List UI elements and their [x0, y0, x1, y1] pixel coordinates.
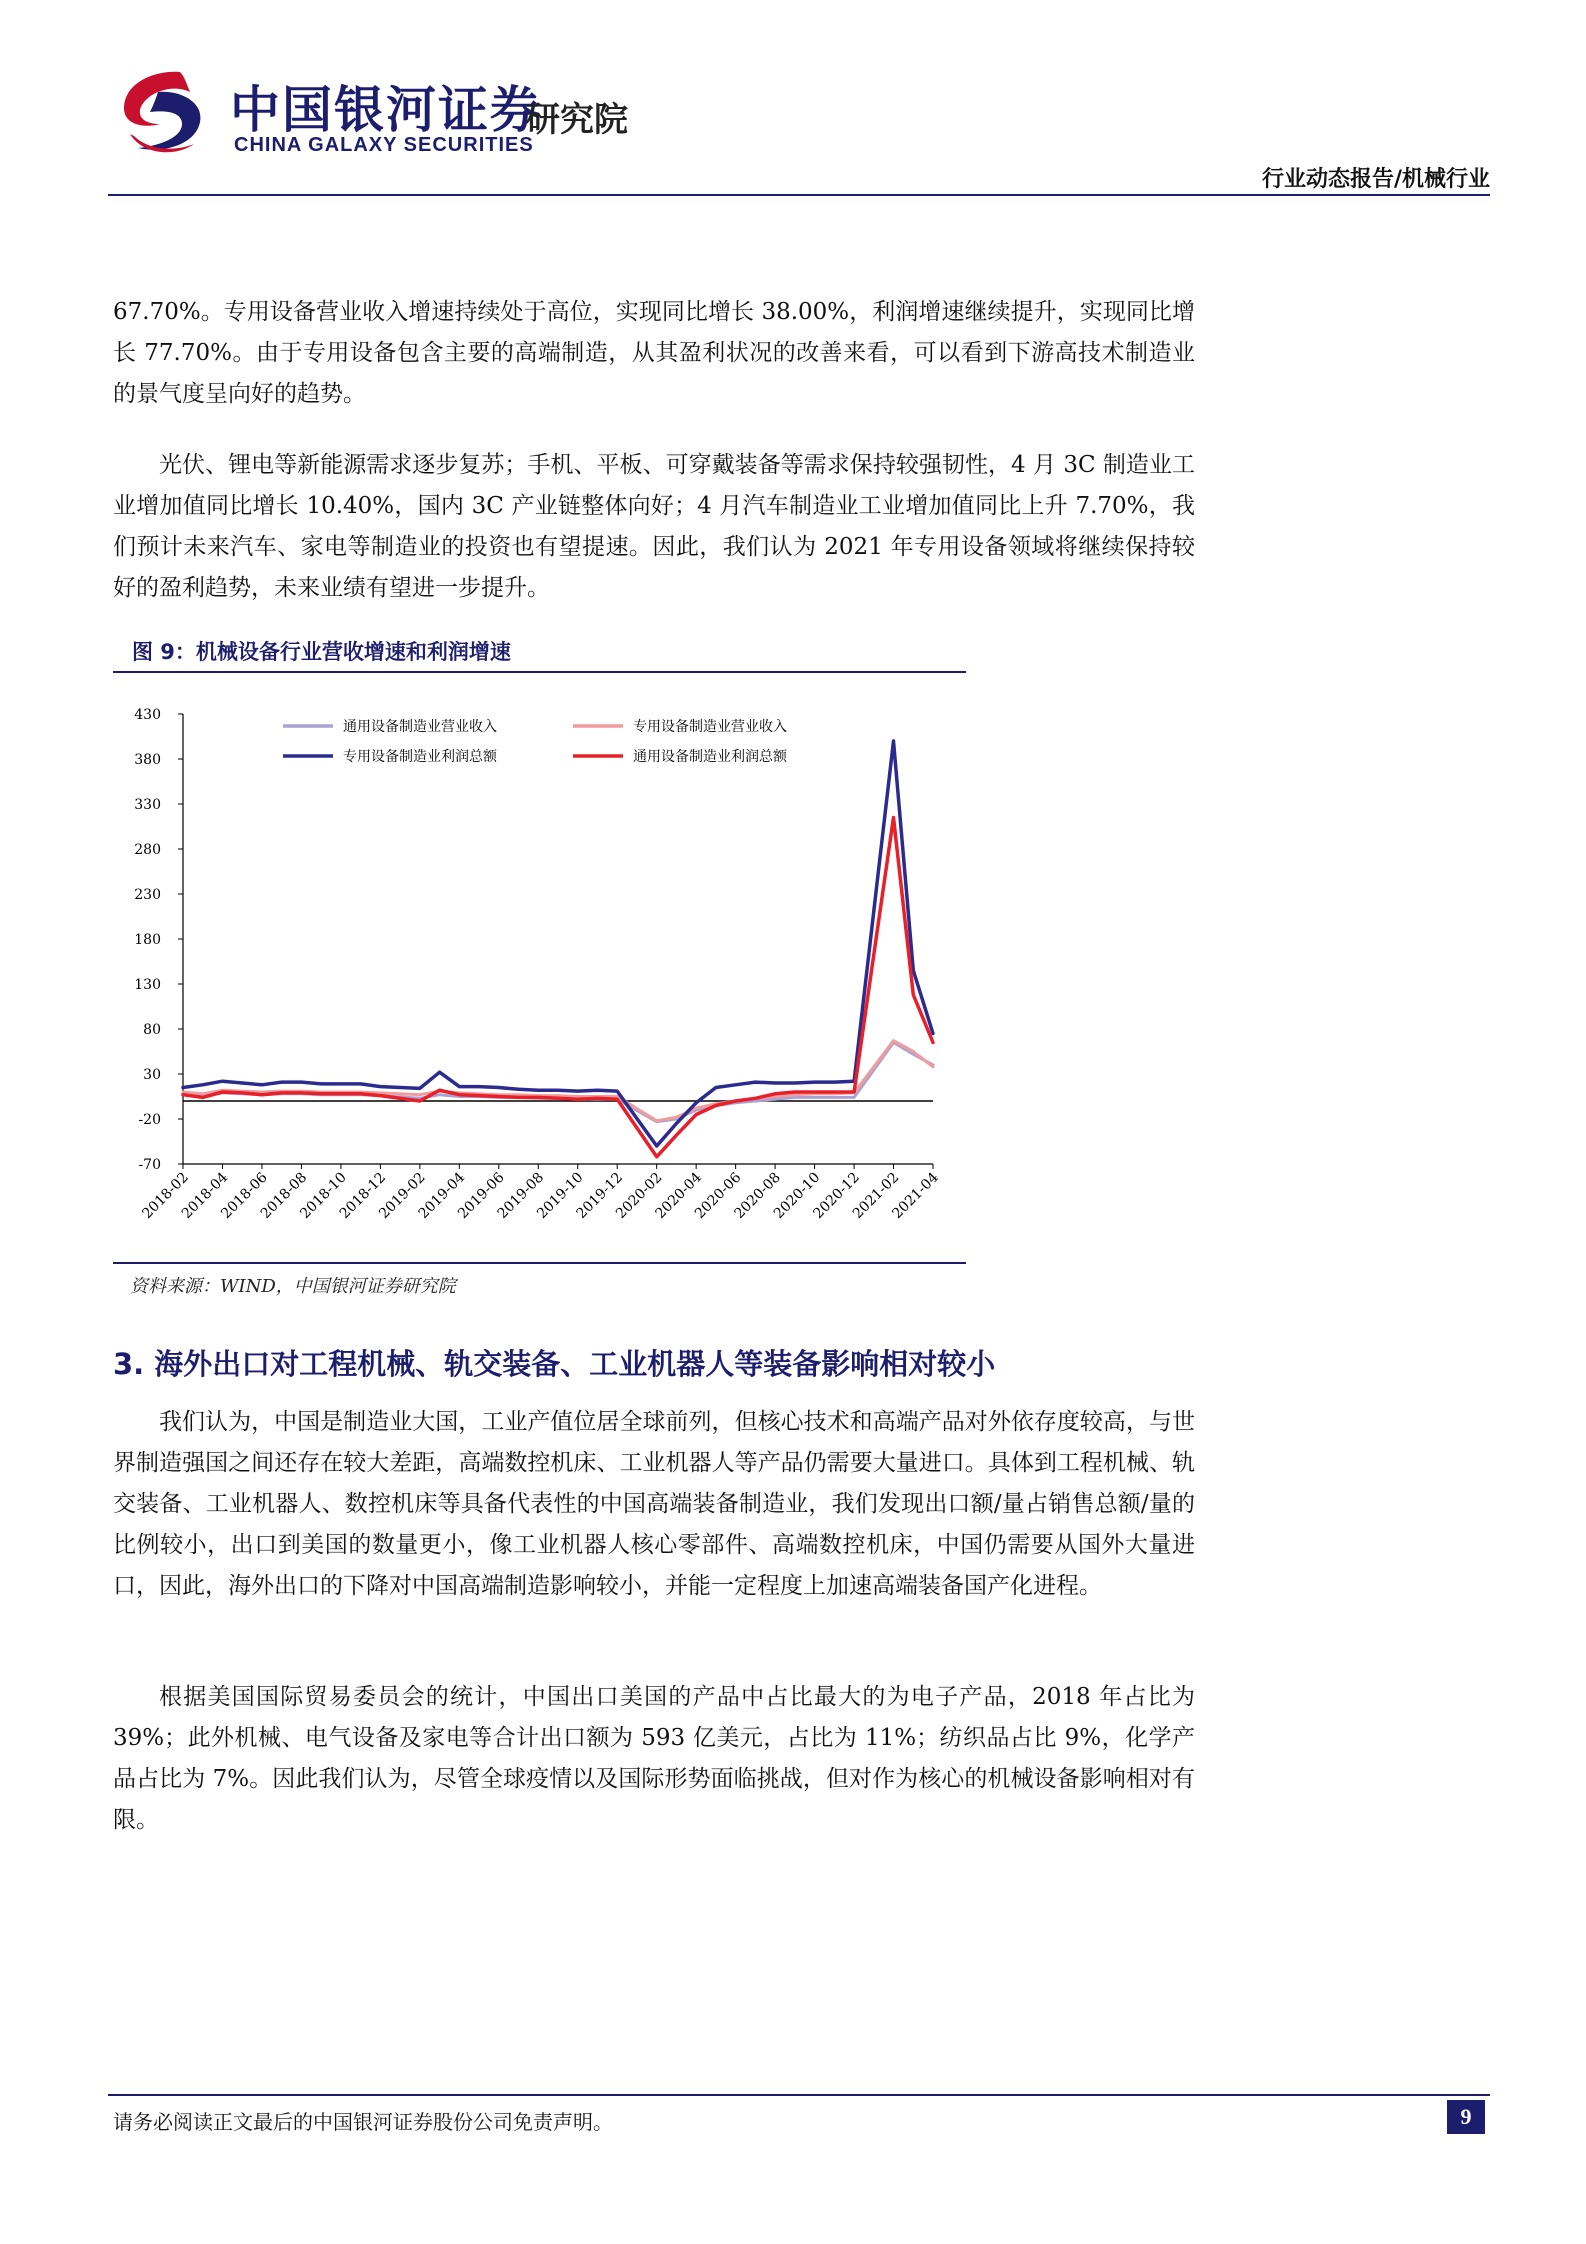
header-divider	[108, 194, 1490, 196]
x-tick-label: 2020-04	[652, 1169, 705, 1222]
x-tick-label: 2019-04	[415, 1169, 469, 1222]
page-number: 9	[1447, 2100, 1485, 2134]
y-tick-label: 330	[134, 797, 161, 813]
x-tick-label: 2019-10	[534, 1169, 587, 1222]
figure-top-divider	[113, 671, 966, 673]
y-tick-label: 380	[134, 752, 161, 768]
x-tick-label: 2019-08	[494, 1169, 548, 1222]
x-tick-label: 2018-10	[297, 1169, 350, 1222]
y-tick-label: 430	[134, 707, 161, 723]
paragraph-special-equipment-outlook: 光伏、锂电等新能源需求逐步复苏；手机、平板、可穿戴装备等需求保持较强韧性，4 月 3C 制造业工业增加值同比增长 10.40%，国内 3C 产业链整体向好；4 月汽车制造业工业增加值同比上升 7.70%，我们预计未来汽车、家电等制造业的投资也有望提速。因此，我们认为 2021 年专用设备领域将继续保持较好的盈利趋势，未来业绩有望进一步提升。	[113, 452, 1195, 601]
x-tick-label: 2018-12	[336, 1169, 390, 1222]
y-tick-label: -20	[138, 1112, 161, 1128]
logo-chinese-name: 中国银河证券	[230, 81, 542, 139]
x-tick-label: 2020-02	[613, 1169, 666, 1222]
x-tick-label: 2021-02	[849, 1169, 903, 1222]
legend-label: 通用设备制造业营业收入	[343, 719, 497, 735]
y-tick-label: 230	[134, 887, 161, 903]
x-tick-label: 2020-06	[692, 1169, 745, 1222]
y-tick-label: 180	[134, 932, 161, 948]
galaxy-logo-icon	[108, 62, 218, 162]
x-tick-label: 2019-02	[376, 1169, 429, 1222]
company-logo	[108, 62, 668, 162]
x-tick-label: 2019-12	[573, 1169, 627, 1222]
paragraph-import-dependence: 我们认为，中国是制造业大国，工业产值位居全球前列，但核心技术和高端产品对外依存度较高，与世界制造强国之间还存在较大差距，高端数控机床、工业机器人等产品仍需要大量进口。具体到工程机械、轨交装备、工业机器人、数控机床等具备代表性的中国高端装备制造业，我们发现出口额/量占销售总额/量的比例较小，出口到美国的数量更小，像工业机器人核心零部件、高端数控机床，中国仍需要从国外大量进口，因此，海外出口的下降对中国高端制造影响较小，并能一定程度上加速高端装备国产化进程。	[113, 1409, 1195, 1599]
figure-bottom-divider	[113, 1262, 966, 1264]
institute-name: 研究院	[526, 100, 628, 140]
series-lines	[183, 741, 933, 1157]
x-tick-label: 2019-06	[455, 1169, 508, 1222]
x-axis	[139, 1101, 942, 1222]
paragraph-profit-growth: 67.70%。专用设备营业收入增速持续处于高位，实现同比增长 38.00%，利润增速继续提升，实现同比增长 77.70%。由于专用设备包含主要的高端制造，从其盈利状况的改善来看，可以看到下游高技术制造业的景气度呈向好的趋势。	[113, 299, 1195, 407]
x-tick-label: 2018-04	[178, 1169, 232, 1222]
legend-label: 通用设备制造业利润总额	[633, 749, 787, 765]
x-tick-label: 2018-06	[218, 1169, 271, 1222]
footer-disclaimer: 请务必阅读正文最后的中国银河证券股份公司免责声明。	[113, 2110, 613, 2134]
legend-label: 专用设备制造业营业收入	[633, 719, 787, 735]
figure-title: 图 9：机械设备行业营收增速和利润增速	[132, 640, 511, 664]
x-tick-label: 2018-02	[139, 1169, 192, 1222]
y-axis	[134, 707, 183, 1173]
chart-legend	[283, 718, 788, 765]
y-tick-label: 280	[134, 842, 161, 858]
x-tick-label: 2018-08	[257, 1169, 311, 1222]
series-line	[183, 818, 933, 1157]
logo-english-name: CHINA GALAXY SECURITIES	[234, 134, 534, 156]
legend-label: 专用设备制造业利润总额	[343, 749, 497, 765]
paragraph-export-structure: 根据美国国际贸易委员会的统计，中国出口美国的产品中占比最大的为电子产品，2018 年占比为 39%；此外机械、电气设备及家电等合计出口额为 593 亿美元，占比为 11%；纺织品占比 9%，化学产品占比为 7%。因此我们认为，尽管全球疫情以及国际形势面临挑战，但对作为核心的机械设备影响相对有限。	[113, 1684, 1195, 1833]
y-tick-label: 130	[134, 977, 161, 993]
x-tick-label: 2021-04	[889, 1169, 942, 1222]
x-tick-label: 2020-10	[770, 1169, 824, 1222]
footer-divider	[108, 2094, 1490, 2096]
y-tick-label: 30	[143, 1067, 161, 1083]
x-tick-label: 2020-12	[810, 1169, 863, 1222]
x-tick-label: 2020-08	[731, 1169, 784, 1222]
revenue-profit-growth-chart	[113, 694, 963, 1254]
y-tick-label: -70	[138, 1157, 161, 1173]
section-title: 3. 海外出口对工程机械、轨交装备、工业机器人等装备影响相对较小	[113, 1347, 996, 1381]
figure-source: 资料来源：WIND，中国银河证券研究院	[130, 1276, 456, 1297]
y-tick-label: 80	[143, 1022, 161, 1038]
series-line	[183, 741, 933, 1146]
report-category: 行业动态报告/机械行业	[1261, 167, 1490, 192]
